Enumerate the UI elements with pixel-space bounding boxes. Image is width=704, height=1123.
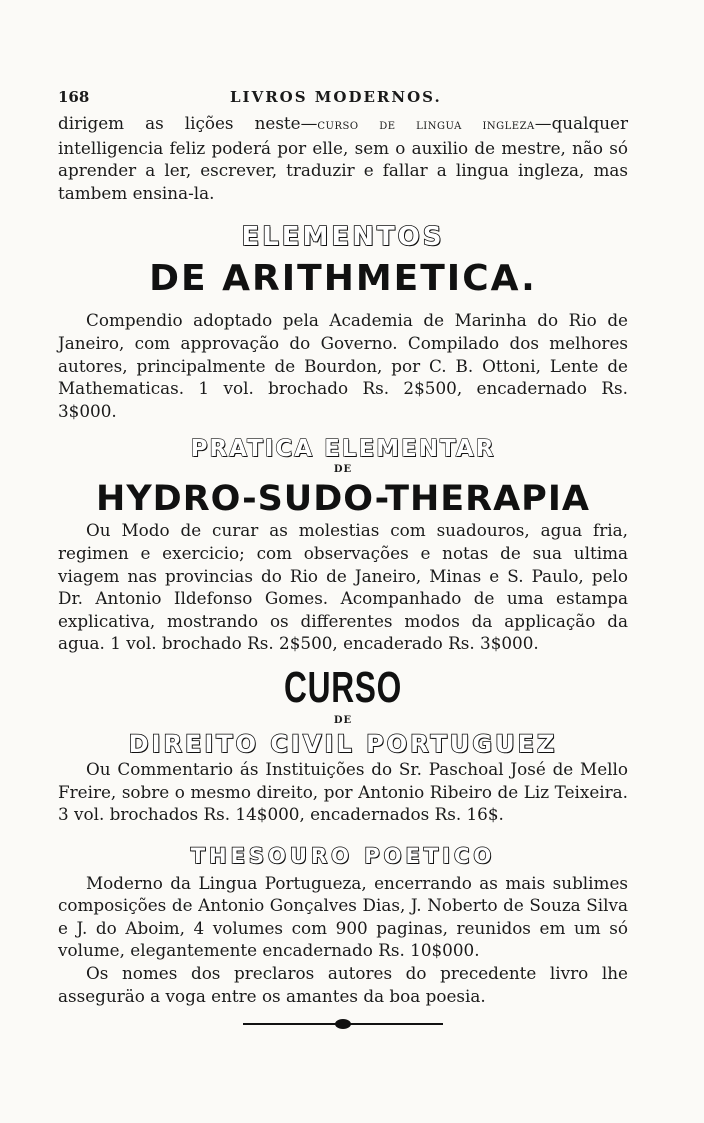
- closing-ornament-rule: [243, 1023, 443, 1025]
- book-page: [58, 88, 628, 1025]
- hydro-title-line1: PRATICA ELEMENTAR: [190, 436, 496, 463]
- intro-text-start: dirigem as lições neste—: [58, 113, 318, 133]
- direito-description: Ou Commentario ás Instituições do Sr. Paschoal José de Mello Freire, sobre o mesmo direito, por Antonio Ribeiro de Liz Teixeira. 3 vol. brochados Rs. 14$000, encadernados Rs. 16$.: [58, 758, 628, 825]
- intro-caps-text: curso de lingua ingleza: [317, 117, 535, 133]
- intro-text-end: —qualquer intelligencia feliz poderá por elle, sem o auxilio de mestre, não só aprender a ler, escrever, traduzir e fallar a lingua ingleza, mas tambem ensina-la.: [58, 113, 628, 203]
- direito-title-line2: DIREITO CIVIL PORTUGUEZ: [128, 729, 558, 758]
- hydro-title-line2: HYDRO-SUDO-THERAPIA: [96, 479, 590, 520]
- intro-paragraph: [58, 112, 628, 204]
- arithmetica-title-line2: DE ARITHMETICA.: [149, 258, 537, 300]
- direito-title-line1: CURSO: [283, 662, 403, 712]
- arithmetica-title-line1: ELEMENTOS: [241, 222, 445, 253]
- hydro-description: Ou Modo de curar as molestias com suadouros, agua fria, regimen e exercicio; com observações e notas de sua ultima viagem nas provincias do Rio de Janeiro, Minas e S. Paulo, pelo Dr. Antonio Ildefonso Gomes. Acompanhado de uma estampa explicativa, mostrando os differentes modos da applicação da agua. 1 vol. brochado Rs. 2$500, encaderado Rs. 3$000.: [58, 520, 628, 654]
- ornament-center: [335, 1019, 351, 1029]
- thesouro-note: Os nomes dos preclaros autores do precedente livro lhe asseguräo a voga entre os amantes da boa poesia.: [58, 963, 628, 1006]
- thesouro-description: Moderno da Lingua Portugueza, encerrando as mais sublimes composições de Antonio Gonçalves Dias, J. Noberto de Souza Silva e J. do Aboim, 4 volumes com 900 paginas, reunidos em um só volume, elegantemente encadernado Rs. 10$000.: [58, 872, 628, 961]
- arithmetica-description: Compendio adoptado pela Academia de Marinha do Rio de Janeiro, com approvação do Governo. Compilado dos melhores autores, principalmente de Bourdon, por C. B. Ottoni, Lente de Mathematicas. 1 vol. brochado Rs. 2$500, encadernado Rs. 3$000.: [58, 310, 628, 421]
- direito-connector: DE: [333, 714, 353, 726]
- page-number: 168: [58, 88, 90, 106]
- running-head: [58, 88, 628, 112]
- hydro-connector: DE: [333, 464, 353, 476]
- running-title: LIVROS MODERNOS.: [230, 88, 442, 106]
- thesouro-title: THESOURO POETICO: [190, 843, 496, 868]
